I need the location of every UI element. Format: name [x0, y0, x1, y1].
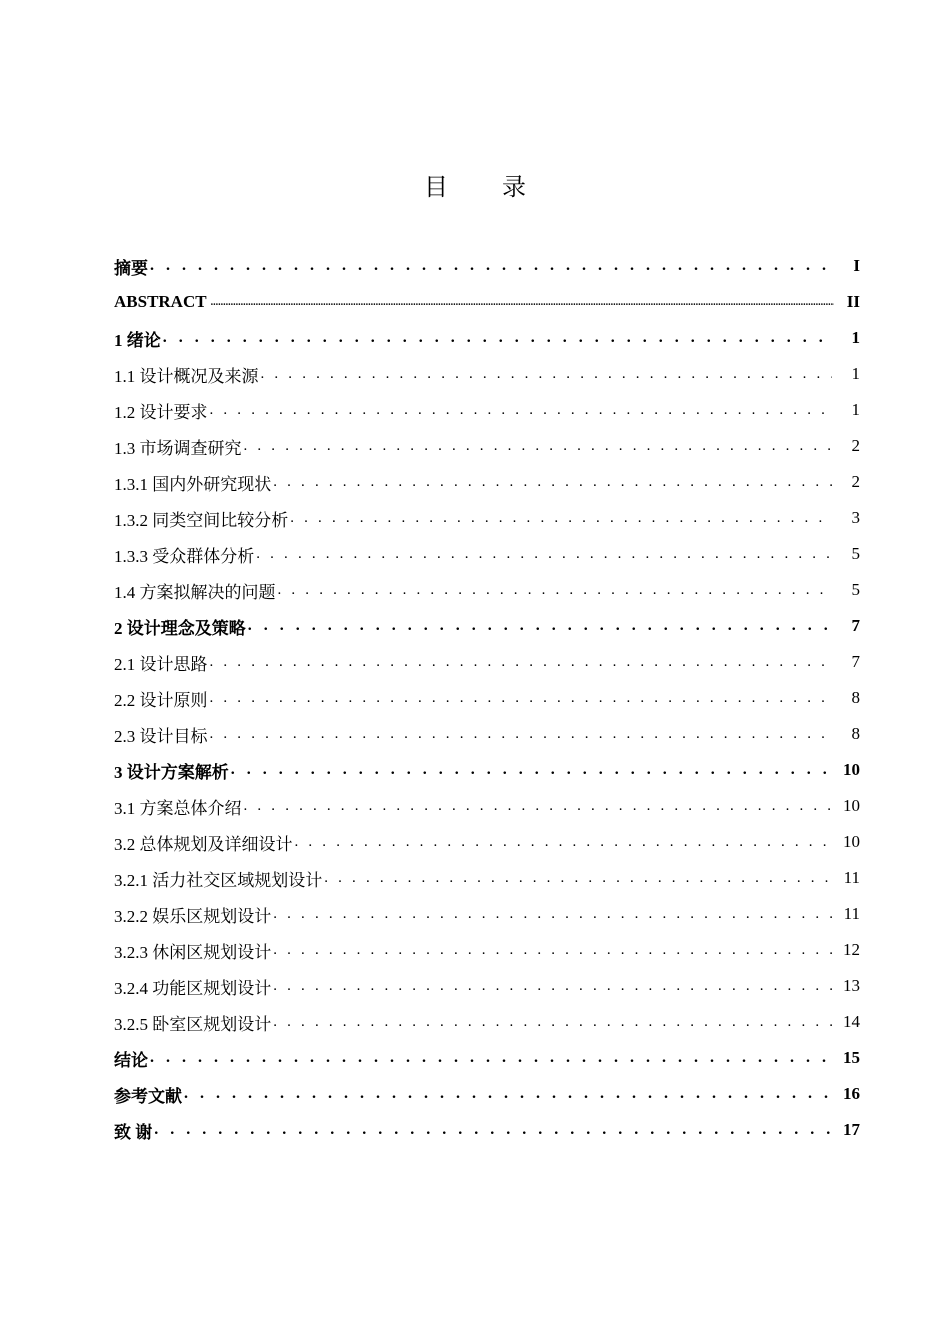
toc-entry[interactable] — [114, 428, 860, 464]
toc-entry-label: 1.3 市场调查研究 — [114, 438, 242, 458]
toc-entry-label: 摘要 — [114, 258, 148, 278]
toc-dot-leader — [273, 942, 832, 959]
toc-entry-label: 3.1 方案总体介绍 — [114, 798, 242, 818]
toc-entry-page: 12 — [843, 940, 860, 959]
toc-entry-page: 10 — [843, 832, 860, 851]
toc-entry-page: 16 — [843, 1084, 860, 1103]
toc-entry-label: 参考文献 — [114, 1086, 182, 1106]
toc-entry-page: 7 — [851, 616, 860, 635]
toc-dot-leader — [154, 1121, 832, 1139]
toc-dot-leader — [210, 402, 833, 419]
toc-entry-label: 3.2.3 休闲区规划设计 — [114, 942, 272, 962]
toc-dot-leader — [210, 726, 833, 743]
toc-entry-page: 8 — [851, 688, 860, 707]
toc-entry-label: 1.4 方案拟解决的问题 — [114, 582, 276, 602]
toc-entry-page: 15 — [843, 1048, 860, 1067]
toc-entry-label: 1.3.2 同类空间比较分析 — [114, 510, 289, 530]
toc-entry-label: 致 谢 — [114, 1122, 153, 1142]
toc-entry[interactable] — [114, 716, 860, 752]
toc-entry-page: 11 — [843, 904, 860, 923]
toc-dot-leader — [295, 834, 833, 851]
toc-entry-page: 5 — [851, 580, 860, 599]
toc-dot-leader — [211, 297, 834, 308]
toc-dot-leader — [273, 906, 832, 923]
toc-dot-leader — [210, 690, 833, 707]
toc-dot-leader — [261, 366, 833, 383]
toc-entry[interactable] — [114, 968, 860, 1004]
toc-entry-label: 3.2 总体规划及详细设计 — [114, 834, 293, 854]
toc-entry[interactable] — [114, 536, 860, 572]
toc-entry[interactable] — [114, 464, 860, 500]
toc-entry-page: 17 — [843, 1120, 860, 1139]
toc-entry-label: 结论 — [114, 1050, 148, 1070]
toc-entry[interactable] — [114, 644, 860, 680]
toc-entry-label: 2.1 设计思路 — [114, 654, 208, 674]
toc-entry[interactable] — [114, 572, 860, 608]
toc-entry-label: 2 设计理念及策略 — [114, 618, 246, 638]
toc-title: 目 录 — [424, 175, 550, 201]
toc-entry[interactable] — [114, 1076, 860, 1112]
toc-entry[interactable] — [114, 1004, 860, 1040]
toc-entry[interactable] — [114, 320, 860, 356]
toc-entry[interactable] — [114, 1112, 860, 1148]
toc-dot-leader — [184, 1085, 832, 1103]
toc-dot-leader — [273, 474, 832, 491]
toc-entry[interactable] — [114, 1040, 860, 1076]
toc-entry-label: 3.2.5 卧室区规划设计 — [114, 1014, 272, 1034]
toc-entry-page: 11 — [843, 868, 860, 887]
toc-entry-page: 2 — [851, 436, 860, 455]
toc-list — [114, 248, 860, 1148]
toc-dot-leader — [163, 329, 832, 347]
toc-entry-label: 3.2.1 活力社交区域规划设计 — [114, 870, 323, 890]
toc-entry[interactable] — [114, 392, 860, 428]
toc-entry-label: 1 绪论 — [114, 330, 161, 350]
toc-entry-page: 8 — [851, 724, 860, 743]
toc-entry-label: 2.2 设计原则 — [114, 690, 208, 710]
toc-entry[interactable] — [114, 752, 860, 788]
toc-entry-page: 7 — [851, 652, 860, 671]
toc-dot-leader — [231, 761, 832, 779]
toc-dot-leader — [150, 1049, 832, 1067]
toc-dot-leader — [150, 257, 832, 275]
toc-entry[interactable] — [114, 860, 860, 896]
toc-entry-label: 1.2 设计要求 — [114, 402, 208, 422]
toc-entry-page: I — [853, 256, 860, 275]
toc-dot-leader — [248, 617, 832, 635]
toc-entry-page: 3 — [851, 508, 860, 527]
toc-entry-label: 3.2.2 娱乐区规划设计 — [114, 906, 272, 926]
toc-entry[interactable] — [114, 608, 860, 644]
toc-entry-label: 1.1 设计概况及来源 — [114, 366, 259, 386]
toc-entry-page: 10 — [843, 796, 860, 815]
toc-dot-leader — [278, 582, 833, 599]
toc-dot-leader — [324, 870, 832, 887]
toc-entry-label: 3 设计方案解析 — [114, 762, 229, 782]
toc-entry[interactable] — [114, 896, 860, 932]
toc-dot-leader — [256, 546, 832, 563]
toc-entry-page: 1 — [851, 328, 860, 347]
toc-dot-leader — [273, 1014, 832, 1031]
toc-entry-label: ABSTRACT — [114, 292, 207, 311]
toc-entry[interactable] — [114, 680, 860, 716]
toc-entry[interactable] — [114, 788, 860, 824]
toc-entry-page: II — [846, 292, 860, 311]
toc-dot-leader — [290, 510, 832, 527]
toc-dot-leader — [244, 438, 833, 455]
toc-entry[interactable] — [114, 248, 860, 284]
toc-entry[interactable] — [114, 500, 860, 536]
toc-entry-label: 3.2.4 功能区规划设计 — [114, 978, 272, 998]
toc-entry-page: 2 — [851, 472, 860, 491]
toc-entry[interactable] — [114, 824, 860, 860]
toc-entry-label: 1.3.1 国内外研究现状 — [114, 474, 272, 494]
toc-entry-label: 1.3.3 受众群体分析 — [114, 546, 255, 566]
toc-entry-page: 10 — [843, 760, 860, 779]
toc-entry[interactable] — [114, 284, 860, 320]
toc-entry-page: 14 — [843, 1012, 860, 1031]
toc-entry-page: 1 — [851, 364, 860, 383]
toc-entry-label: 2.3 设计目标 — [114, 726, 208, 746]
toc-dot-leader — [244, 798, 833, 815]
toc-entry[interactable] — [114, 356, 860, 392]
toc-entry-page: 5 — [851, 544, 860, 563]
toc-dot-leader — [273, 978, 832, 995]
toc-dot-leader — [210, 654, 833, 671]
toc-entry-page: 13 — [843, 976, 860, 995]
toc-entry[interactable] — [114, 932, 860, 968]
toc-entry-page: 1 — [851, 400, 860, 419]
